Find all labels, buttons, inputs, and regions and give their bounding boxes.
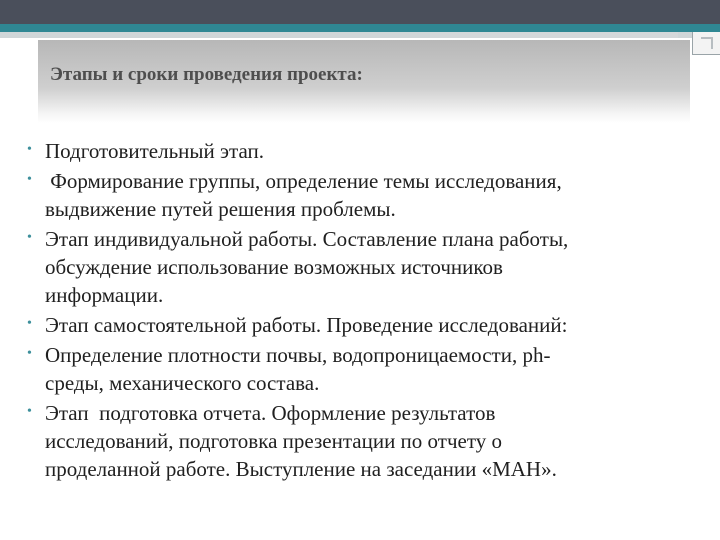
bullet-item xyxy=(27,137,667,165)
bullet-item xyxy=(27,399,667,483)
bullet-icon: • xyxy=(27,316,32,331)
bullet-icon: • xyxy=(27,172,32,187)
bullet-item xyxy=(27,167,667,223)
bullet-item-line: Формирование группы, определение темы исследования, xyxy=(45,169,562,193)
bullet-item-line: Этап самостоятельной работы. Проведение исследований: xyxy=(45,313,568,337)
bullet-item-line: выдвижение путей решения проблемы. xyxy=(45,197,396,221)
bullet-icon: • xyxy=(27,346,32,361)
bullet-icon: • xyxy=(27,404,32,419)
bullet-item-line: обсуждение использование возможных источников xyxy=(45,255,503,279)
bullet-item-line: исследований, подготовка презентации по отчету о xyxy=(45,429,502,453)
bullet-item-line: среды, механического состава. xyxy=(45,371,320,395)
bullet-icon: • xyxy=(27,142,32,157)
bullet-item-line: Подготовительный этап. xyxy=(45,139,264,163)
bullet-item xyxy=(27,341,667,397)
bullet-item xyxy=(27,311,667,339)
bullet-item-line: информации. xyxy=(45,283,164,307)
bullet-item xyxy=(27,225,667,309)
slide-title: Этапы и сроки проведения проекта: xyxy=(50,64,363,85)
title-banner xyxy=(38,40,690,123)
top-dark-band xyxy=(0,0,720,24)
top-light-band-segment xyxy=(430,32,678,38)
bullet-icon: • xyxy=(27,230,32,245)
top-teal-band xyxy=(0,24,720,32)
bullet-item-line: проделанной работе. Выступление на заседании «МАН». xyxy=(45,457,557,481)
bullet-item-line: Этап индивидуальной работы. Составление плана работы, xyxy=(45,227,569,251)
bullet-item-line: Определение плотности почвы, водопроницаемости, ph- xyxy=(45,343,551,367)
bullet-item-line: Этап подготовка отчета. Оформление результатов xyxy=(45,401,496,425)
slide-content xyxy=(27,137,667,485)
corner-decoration xyxy=(692,32,720,55)
